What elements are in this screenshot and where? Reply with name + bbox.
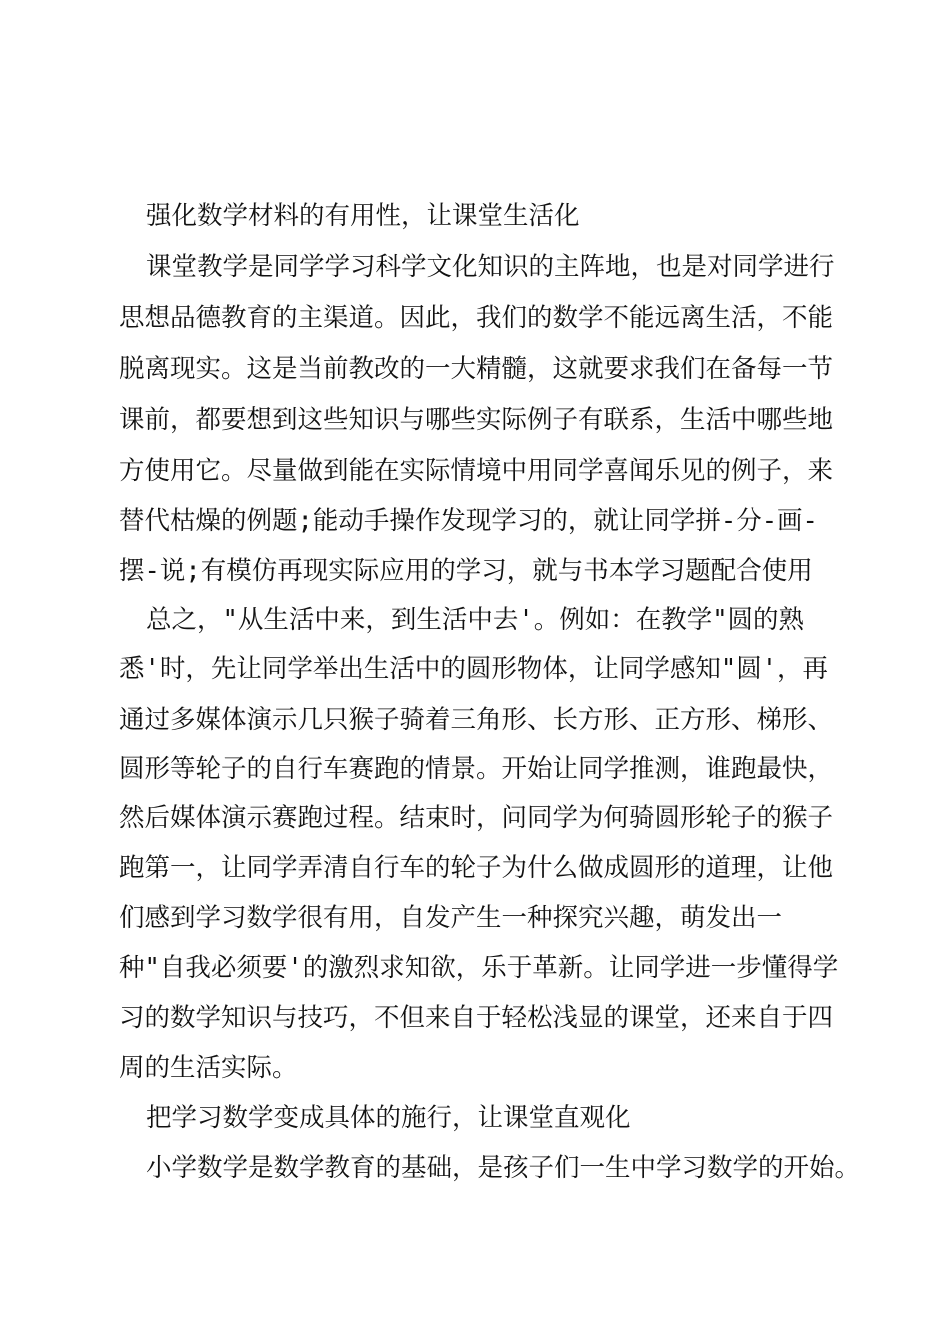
paragraph-line: 总之，"从生活中来，到生活中去'。例如：在教学"圆的熟 xyxy=(146,605,805,635)
section-heading-2: 把学习数学变成具体的施行，让课堂直观化 xyxy=(146,1103,631,1133)
paragraph-line: 种"自我必须要'的激烈求知欲，乐于革新。让同学进一步懂得学 xyxy=(119,953,839,983)
paragraph-line: 方使用它。尽量做到能在实际情境中用同学喜闻乐见的例子，来 xyxy=(119,456,834,486)
paragraph-line: 摆-说;有模仿再现实际应用的学习，就与书本学习题配合使用 xyxy=(119,556,813,586)
paragraph-line: 习的数学知识与技巧，不但来自于轻松浅显的课堂，还来自于四 xyxy=(119,1003,834,1033)
paragraph-line: 脱离现实。这是当前教改的一大精髓，这就要求我们在备每一节 xyxy=(119,354,834,384)
paragraph-line: 然后媒体演示赛跑过程。结束时，问同学为何骑圆形轮子的猴子 xyxy=(119,803,834,833)
paragraph-line: 悉'时，先让同学举出生活中的圆形物体，让同学感知"圆'，再 xyxy=(119,654,829,684)
paragraph-line: 周的生活实际。 xyxy=(119,1053,298,1083)
paragraph-line: 圆形等轮子的自行车赛跑的情景。开始让同学推测，谁跑最快， xyxy=(119,754,834,784)
section-heading-1: 强化数学材料的有用性，让课堂生活化 xyxy=(146,201,580,231)
paragraph-line: 课堂教学是同学学习科学文化知识的主阵地，也是对同学进行 xyxy=(146,252,835,282)
paragraph-line: 替代枯燥的例题;能动手操作发现学习的，就让同学拼-分-画- xyxy=(119,506,818,536)
paragraph-line: 们感到学习数学很有用，自发产生一种探究兴趣，萌发出一 xyxy=(119,903,783,933)
paragraph-line: 思想品德教育的主渠道。因此，我们的数学不能远离生活，不能 xyxy=(119,303,834,333)
paragraph-line: 课前，都要想到这些知识与哪些实际例子有联系，生活中哪些地 xyxy=(119,405,834,435)
paragraph-line: 跑第一，让同学弄清自行车的轮子为什么做成圆形的道理，让他 xyxy=(119,853,834,883)
paragraph-line: 小学数学是数学教育的基础，是孩子们一生中学习数学的开始。 xyxy=(146,1153,861,1183)
paragraph-line: 通过多媒体演示几只猴子骑着三角形、长方形、正方形、梯形、 xyxy=(119,705,834,735)
